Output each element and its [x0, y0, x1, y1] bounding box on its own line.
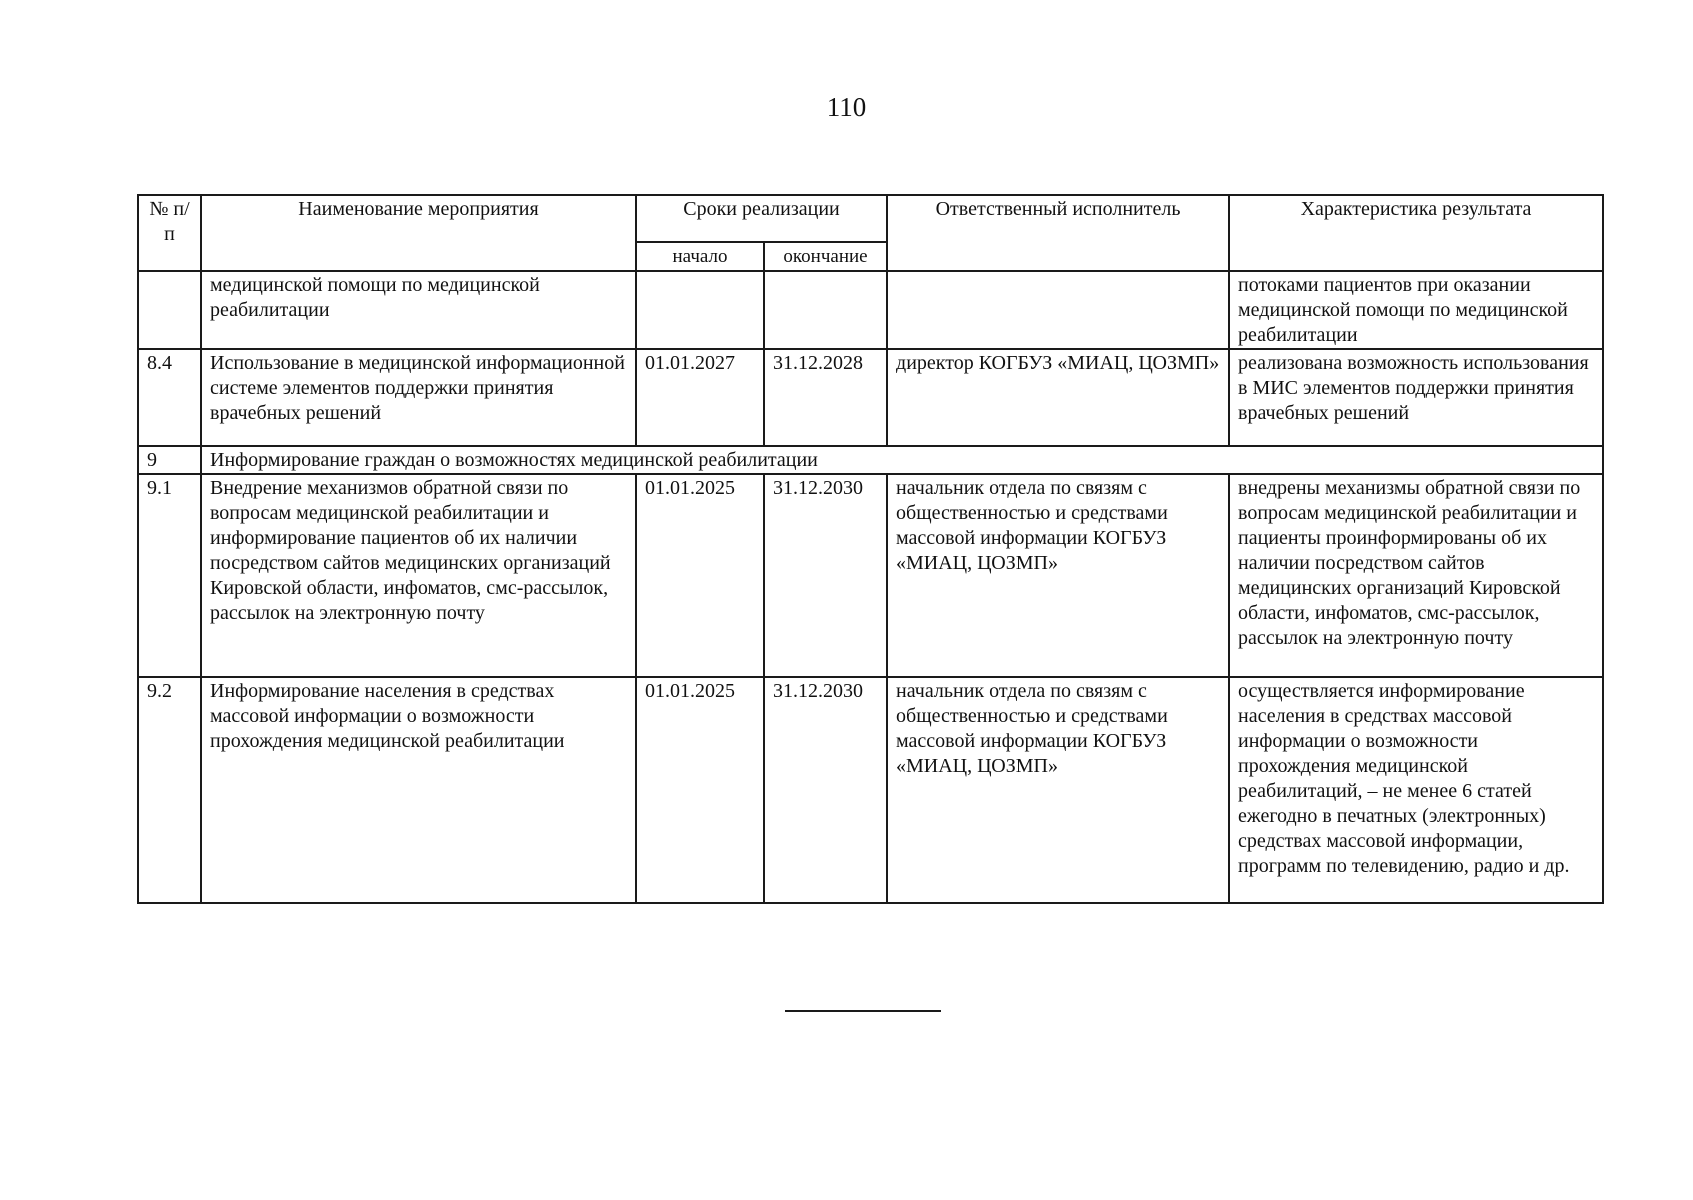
table-row — [138, 271, 1603, 349]
section-num: 9 — [138, 446, 201, 474]
header-end: окончание — [764, 242, 887, 271]
row-end: 31.12.2030 — [764, 474, 887, 677]
row-end — [764, 271, 887, 349]
header-responsible: Ответственный исполнитель — [887, 195, 1229, 271]
section-title: Информирование граждан о возможностях медицинской реабилитации — [201, 446, 1603, 474]
row-responsible: директор КОГБУЗ «МИАЦ, ЦОЗМП» — [887, 349, 1229, 446]
table-row — [138, 474, 1603, 677]
row-name: Внедрение механизмов обратной связи по вопросам медицинской реабилитации и информирование пациентов об их наличии посредством сайтов медицинских организаций Кировской области, инфоматов, смс-рассылок, рассылок на электронную почту — [201, 474, 636, 677]
page-number: 110 — [826, 92, 867, 122]
header-start: начало — [636, 242, 764, 271]
row-name: Информирование населения в средствах массовой информации о возможности прохождения медицинской реабилитации — [201, 677, 636, 903]
row-result: потоками пациентов при оказании медицинской помощи по медицинской реабилитации — [1229, 271, 1603, 349]
header-num: № п/п — [138, 195, 201, 271]
activities-table — [137, 194, 1604, 904]
row-name: медицинской помощи по медицинской реабилитации — [201, 271, 636, 349]
row-start: 01.01.2025 — [636, 474, 764, 677]
header-name: Наименование мероприятия — [201, 195, 636, 271]
table-row — [138, 349, 1603, 446]
row-num: 9.1 — [138, 474, 201, 677]
table-row — [138, 677, 1603, 903]
row-start: 01.01.2025 — [636, 677, 764, 903]
header-terms: Сроки реализации — [636, 195, 887, 242]
row-end: 31.12.2028 — [764, 349, 887, 446]
row-start — [636, 271, 764, 349]
row-responsible: начальник отдела по связям с общественностью и средствами массовой информации КОГБУЗ «МИАЦ, ЦОЗМП» — [887, 677, 1229, 903]
row-name: Использование в медицинской информационной системе элементов поддержки принятия врачебных решений — [201, 349, 636, 446]
row-result: реализована возможность использования в МИС элементов поддержки принятия врачебных решений — [1229, 349, 1603, 446]
row-num — [138, 271, 201, 349]
end-of-document-line — [785, 1010, 941, 1012]
row-num: 9.2 — [138, 677, 201, 903]
table-header-row — [138, 195, 1603, 242]
row-end: 31.12.2030 — [764, 677, 887, 903]
section-row — [138, 446, 1603, 474]
row-result: осуществляется информирование населения в средствах массовой информации о возможности прохождения медицинской реабилитаций, – не менее 6 статей ежегодно в печатных (электронных) средствах массовой информации, программ по телевидению, радио и др. — [1229, 677, 1603, 903]
row-result: внедрены механизмы обратной связи по вопросам медицинской реабилитации и пациенты проинформированы об их наличии посредством сайтов медицинских организаций Кировской области, инфоматов, смс-рассылок, рассылок на электронную почту — [1229, 474, 1603, 677]
header-result: Характеристика результата — [1229, 195, 1603, 271]
row-responsible — [887, 271, 1229, 349]
row-num: 8.4 — [138, 349, 201, 446]
row-start: 01.01.2027 — [636, 349, 764, 446]
row-responsible: начальник отдела по связям с общественностью и средствами массовой информации КОГБУЗ «МИАЦ, ЦОЗМП» — [887, 474, 1229, 677]
